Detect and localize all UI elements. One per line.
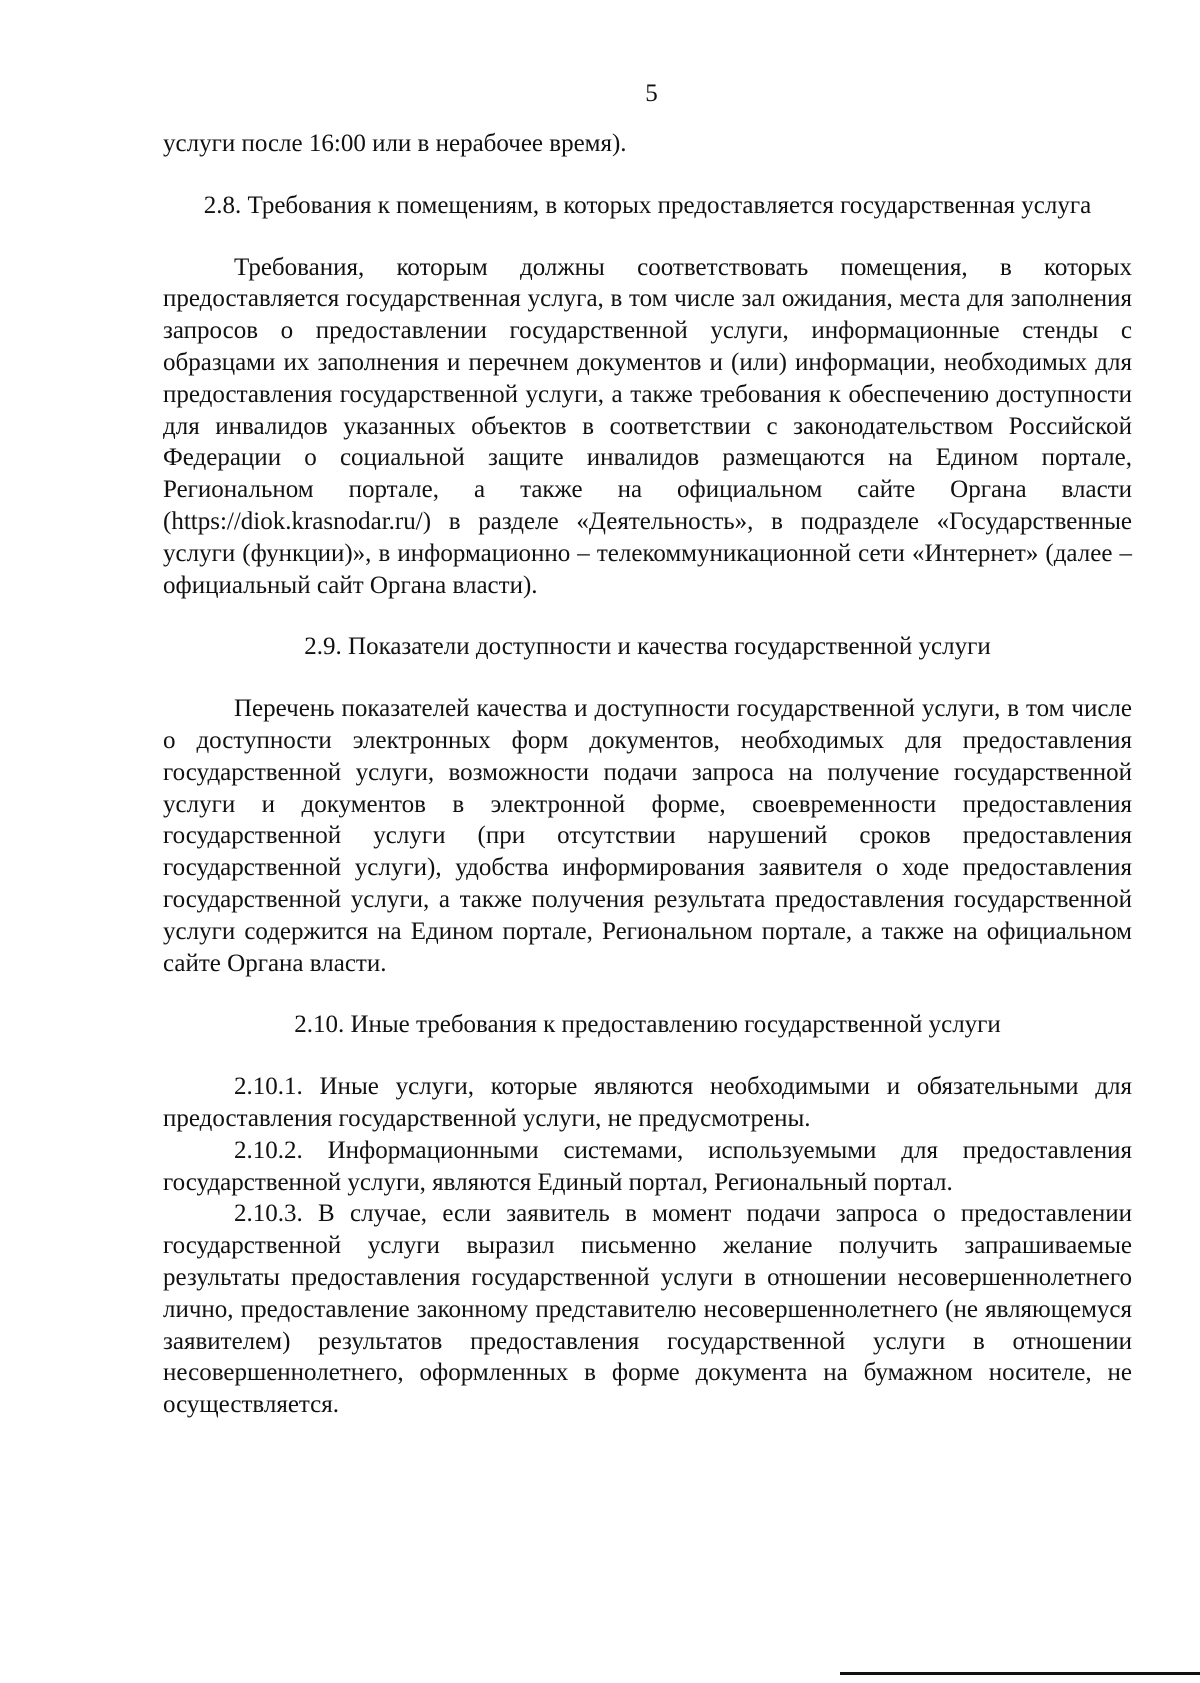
paragraph-2-10-2: 2.10.2. Информационными системами, используемыми для предоставления государственной услуги, являются Единый портал, Региональный портал. (163, 1136, 1132, 1196)
paragraph-2-10-1: 2.10.1. Иные услуги, которые являются необходимыми и обязательными для предоставления государственной услуги, не предусмотрены. (163, 1073, 1132, 1132)
paragraph-2-9: Перечень показателей качества и доступности государственной услуги, в том числе о доступности электронных форм документов, необходимых для предоставления государственной услуги, возможности подачи запроса на получение государственной услуги и документов в электронной форме, своевременности предоставления государственной услуги (при отсутствии нарушений сроков предоставления государственной услуги), удобства информирования заявителя о ходе предоставления государственной услуги, а также получения результата предоставления государственной услуги содержится на Едином портале, Региональном портале, а также на официальном сайте Органа власти. (163, 695, 1132, 977)
intro-line: услуги после 16:00 или в нерабочее время). (163, 130, 627, 157)
section-heading-2-8: 2.8. Требования к помещениям, в которых предоставляется государственная услуга (203, 191, 1092, 219)
paragraph-2-10-3: 2.10.3. В случае, если заявитель в момент подачи запроса о предоставлении государственной услуги выразил письменно желание получить запрашиваемые результаты предоставления государственной услуги в отношении несовершеннолетнего лично, предоставление законному представителю несовершеннолетнего (не являющемуся заявителем) результатов предоставления государственной услуги в отношении несовершеннолетнего, оформленных в форме документа на бумажном носителе, не осуществляется. (163, 1200, 1132, 1419)
section-heading-2-9: 2.9. Показатели доступности и качества государственной услуги (304, 633, 991, 661)
page-number: 5 (645, 80, 658, 107)
document-page (163, 78, 1132, 1421)
bottom-rule (840, 1672, 1200, 1675)
paragraph-2-8: Требования, которым должны соответствовать помещения, в которых предоставляется государственная услуга, в том числе зал ожидания, места для заполнения запросов о предоставлении государственной услуги, информационные стенды с образцами их заполнения и перечнем документов и (или) информации, необходимых для предоставления государственной услуги, а также требования к обеспечению доступности для инвалидов указанных объектов в соответствии с законодательством Российской Федерации о социальной защите инвалидов размещаются на Едином портале, Региональном портале, а также на официальном сайте Органа власти (https://diok.krasnodar.ru/) в разделе «Деятельность», в подразделе «Государственные услуги (функции)», в информационно – телекоммуникационной сети «Интернет» (далее – официальный сайт Органа власти). (163, 253, 1132, 599)
section-heading-2-10: 2.10. Иные требования к предоставлению государственной услуги (294, 1011, 1001, 1039)
